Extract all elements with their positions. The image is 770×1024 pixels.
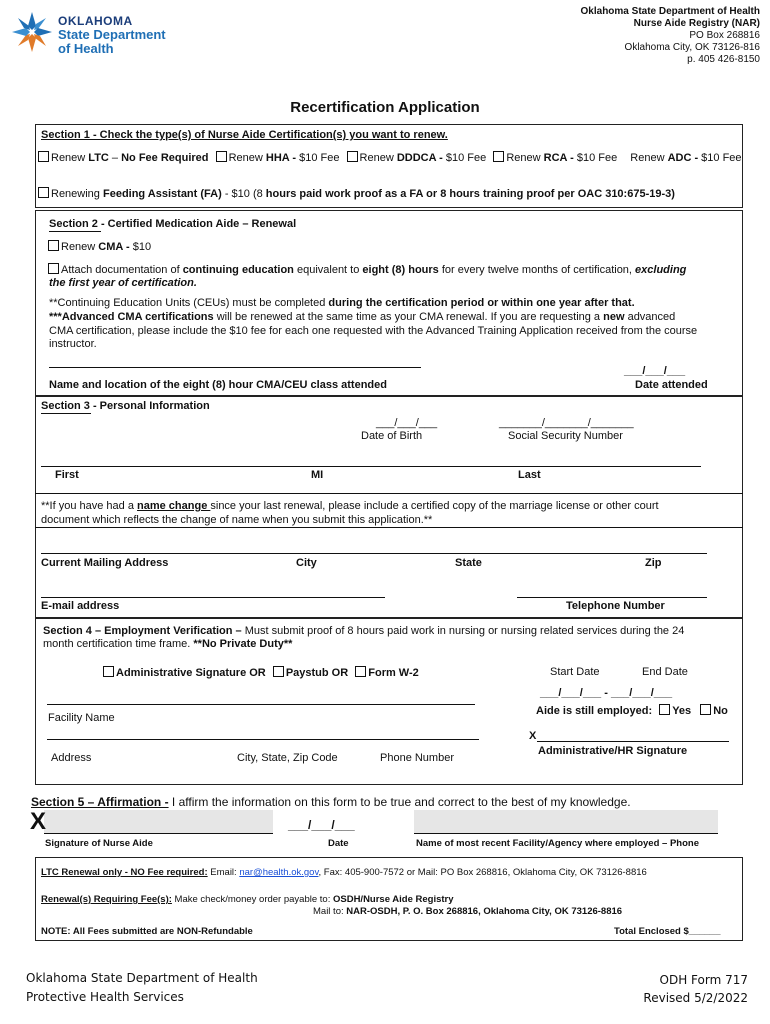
adc-label-a: Renew [630, 152, 668, 164]
signature-label: Signature of Nurse Aide [45, 838, 153, 849]
registry-name: Nurse Aide Registry (NAR) [633, 18, 760, 29]
employment-date-range[interactable]: ___/___/___ - ___/___/___ [540, 687, 673, 699]
section-2-heading-text: Section 2 - Certified Medication Aide – Renewal [49, 218, 297, 230]
mail-to-a: Mail to: [313, 906, 347, 917]
signature-line [44, 833, 273, 834]
mail-to-b: NAR-OSDH, P. O. Box 268816, Oklahoma City, OK 73126-8816 [346, 906, 623, 917]
section-4-heading-a: Section 4 – Employment Verification – [43, 625, 242, 637]
signature-x: X [30, 808, 47, 835]
mailing-address-input-line[interactable] [41, 553, 707, 554]
ltc-info-b: Email: [207, 867, 240, 878]
city-state: Oklahoma City, OK 73126-816 [624, 42, 760, 53]
still-employed-row [536, 704, 728, 717]
phone: p. 405 426-8150 [687, 54, 760, 65]
fee-renewal-info [41, 894, 454, 905]
name-input-line[interactable] [41, 466, 701, 467]
option-dddca[interactable] [347, 152, 487, 164]
option-ltc[interactable] [38, 152, 209, 164]
mail-to-info [313, 906, 622, 917]
class-name-input-line[interactable] [49, 367, 421, 368]
attach-c: equivalent to [293, 264, 363, 276]
feeding-label-c: - $10 (8 [221, 188, 266, 200]
renewal-options-row [38, 151, 742, 164]
hha-label-a: Renew [228, 152, 266, 164]
adv-c: new [603, 311, 625, 323]
employed-yes-checkbox[interactable] [659, 704, 670, 715]
logo-text-of-health: of Health [58, 41, 114, 56]
cma-checkbox[interactable] [48, 240, 59, 251]
dob-label: Date of Birth [361, 430, 423, 442]
adv-b: will be renewed at the same time as your CMA renewal. If you are requesting a [213, 311, 604, 323]
ltc-label-d: No Fee Required [121, 152, 209, 164]
section-4-heading-line2 [43, 638, 292, 650]
recent-facility-label: Name of most recent Facility/Agency where employed – Phone [416, 838, 699, 849]
city-state-zip-label: City, State, Zip Code [237, 752, 338, 764]
advanced-note [49, 311, 675, 323]
ltc-info-c: , Fax: 405-900-7572 or Mail: PO Box 268816, Oklahoma City, OK 73126-8816 [318, 867, 647, 878]
w2-checkbox[interactable] [355, 666, 366, 677]
hha-checkbox[interactable] [216, 151, 227, 162]
section-5-heading-a: Section 5 – Affirmation - [31, 795, 169, 809]
fee-info-a: Renewal(s) Requiring Fee(s): [41, 894, 172, 905]
section-5-heading-b: I affirm the information on this form to be true and correct to the best of my knowledge. [168, 795, 631, 809]
rca-label-a: Renew [506, 152, 544, 164]
email-label: E-mail address [41, 600, 120, 612]
attach-d: eight (8) hours [362, 264, 439, 276]
employed-no-label: No [713, 705, 728, 717]
adv-d: advanced [624, 311, 676, 323]
rca-checkbox[interactable] [493, 151, 504, 162]
section-4-heading-b: Must submit proof of 8 hours paid work in nursing or nursing related services during the 24 [241, 625, 685, 637]
ltc-label-b: LTC [88, 152, 109, 164]
recent-facility-field[interactable] [414, 810, 718, 834]
last-name-label: Last [518, 469, 541, 481]
option-hha[interactable] [216, 152, 340, 164]
advanced-note-line3: instructor. [49, 338, 97, 350]
option-attach-ceu[interactable] [48, 263, 686, 276]
facility-name-label: Facility Name [48, 712, 115, 724]
attach-checkbox[interactable] [48, 263, 59, 274]
proof-paystub[interactable] [273, 667, 348, 679]
feeding-checkbox[interactable] [38, 187, 49, 198]
attach-e: for every twelve months of certification, [438, 264, 636, 276]
ceu-a: **Continuing Education Units (CEUs) must be completed [49, 297, 329, 309]
feeding-label-b: Feeding Assistant (FA) [102, 188, 222, 200]
ltc-renewal-info [41, 867, 647, 878]
paystub-label: Paystub OR [285, 667, 349, 679]
agency-name: Oklahoma State Department of Health [580, 6, 760, 17]
section-2-heading-underline [49, 231, 101, 232]
nar-email-link[interactable]: nar@health.ok.gov [239, 867, 319, 878]
logo-mark-icon [10, 10, 54, 54]
cma-label-b: CMA - [98, 241, 130, 253]
adc-label-b: ADC - [667, 152, 699, 164]
signature-date-blank[interactable]: ___/___/___ [288, 818, 355, 832]
attach-b: continuing education [182, 264, 294, 276]
nurse-aide-signature-field[interactable] [44, 810, 273, 834]
attach-a: Attach documentation of [61, 264, 183, 276]
start-date-label: Start Date [550, 666, 600, 678]
proof-admin[interactable] [103, 667, 266, 679]
name-change-note-line2: document which reflects the change of name when you submit this application.** [41, 514, 433, 526]
still-employed-label: Aide is still employed: [536, 705, 653, 717]
class-name-label: Name and location of the eight (8) hour CMA/CEU class attended [49, 379, 387, 391]
section-2-heading [49, 218, 296, 230]
ceu-note [49, 297, 635, 309]
w2-label: Form W-2 [368, 667, 419, 679]
proof-w2[interactable] [355, 667, 419, 679]
name-change-bottom-rule [35, 527, 743, 528]
admin-sig-label: Administrative Signature OR [116, 667, 266, 679]
date-attended-label: Date attended [635, 379, 708, 391]
admin-sig-x: X [529, 730, 537, 742]
dddca-label-a: Renew [359, 152, 397, 164]
ssn-label: Social Security Number [508, 430, 623, 442]
section-5-heading [31, 795, 631, 809]
mailing-address-label: Current Mailing Address [41, 557, 169, 569]
hha-label-c: $10 Fee [296, 152, 340, 164]
ltc-label-a: Renew [51, 152, 89, 164]
proof-options-row [103, 666, 419, 679]
section-4-line2-b: **No Private Duty** [193, 638, 293, 650]
footer-form-number: ODH Form 717 [659, 973, 748, 987]
name-change-b: name change [137, 500, 211, 512]
section-3-heading: Section 3 - Personal Information [41, 400, 210, 412]
first-name-label: First [55, 469, 79, 481]
footer-division: Protective Health Services [26, 990, 184, 1004]
dddca-label-b: DDDCA - [396, 152, 443, 164]
option-feeding-assistant[interactable] [38, 187, 675, 200]
admin-sig-label-under: Administrative/HR Signature [538, 745, 688, 757]
footer-org: Oklahoma State Department of Health [26, 971, 258, 985]
feeding-label-d: hours paid work proof as a FA or 8 hours training proof per OAC 310:675-19-3) [265, 188, 675, 200]
state-label: State [455, 557, 482, 569]
dddca-label-c: $10 Fee [442, 152, 487, 164]
date-attended-blank[interactable]: ___/___/___ [624, 365, 686, 377]
option-renew-cma[interactable] [48, 240, 151, 253]
name-change-note [41, 500, 659, 512]
telephone-input-line[interactable] [517, 597, 707, 598]
address-input-line[interactable] [47, 739, 479, 740]
signature-date-label: Date [328, 838, 349, 849]
name-change-c: since your last renewal, please include a certified copy of the marriage license or other court [210, 500, 659, 512]
fee-info-b: Make check/money order payable to: [171, 894, 333, 905]
ltc-info-a: LTC Renewal only - NO Fee required: [41, 867, 208, 878]
ltc-checkbox[interactable] [38, 151, 49, 162]
adc-label-c: $10 Fee [698, 152, 742, 164]
logo-text-oklahoma: OKLAHOMA [58, 14, 133, 28]
admin-sig-checkbox[interactable] [103, 666, 114, 677]
total-enclosed[interactable]: Total Enclosed $______ [614, 926, 721, 937]
admin-sig-input-line[interactable] [537, 741, 729, 742]
name-change-a: **If you have had a [41, 500, 138, 512]
osdh-logo [10, 8, 170, 56]
paystub-checkbox[interactable] [273, 666, 284, 677]
adv-a: ***Advanced CMA certifications [49, 311, 214, 323]
middle-initial-label: MI [311, 469, 324, 481]
employed-yes-label: Yes [672, 705, 692, 717]
phone-number-label: Phone Number [380, 752, 454, 764]
feeding-label-a: Renewing [51, 188, 103, 200]
rca-label-b: RCA - [543, 152, 574, 164]
fee-info-c: OSDH/Nurse Aide Registry [332, 894, 454, 905]
cma-label-a: Renew [61, 241, 99, 253]
logo-text-state-department: State Department [58, 27, 166, 42]
option-rca[interactable] [493, 152, 617, 164]
non-refundable-note: NOTE: All Fees submitted are NON-Refundable [41, 926, 253, 937]
ltc-label-c: – [108, 152, 122, 164]
attach-line2: the first year of certification. [49, 277, 197, 289]
agency-address-block [460, 6, 760, 66]
cma-label-c: $10 [129, 241, 152, 253]
page-title: Recertification Application [290, 99, 480, 116]
telephone-label: Telephone Number [566, 600, 665, 612]
zip-label: Zip [645, 557, 662, 569]
employed-no-checkbox[interactable] [700, 704, 711, 715]
ceu-b: during the certification period or within one year after that. [328, 297, 635, 309]
hha-label-b: HHA - [265, 152, 297, 164]
facility-name-input-line[interactable] [47, 704, 475, 705]
rca-label-c: $10 Fee [573, 152, 618, 164]
email-input-line[interactable] [41, 597, 385, 598]
footer-revised: Revised 5/2/2022 [643, 991, 748, 1005]
section-4-line2-a: month certification time frame. [43, 638, 194, 650]
attach-f: excluding [635, 264, 687, 276]
section-3-heading-underline [41, 413, 91, 414]
city-label: City [296, 557, 317, 569]
po-box: PO Box 268816 [689, 30, 760, 41]
end-date-label: End Date [642, 666, 688, 678]
section-4-heading [43, 625, 684, 637]
section-1-heading: Section 1 - Check the type(s) of Nurse Aide Certification(s) you want to renew. [41, 129, 448, 141]
dob-blank[interactable]: ___/___/___ [376, 417, 438, 429]
address-label: Address [51, 752, 92, 764]
recent-facility-line [414, 833, 718, 834]
option-adc[interactable] [630, 152, 741, 164]
ssn-blank[interactable]: _______/_______/_______ [499, 417, 634, 429]
advanced-note-line2: CMA certification, please include the $10 fee for each one requested with the Advanced Training Application received from the course [49, 325, 698, 337]
name-change-top-rule [35, 493, 743, 494]
dddca-checkbox[interactable] [347, 151, 358, 162]
